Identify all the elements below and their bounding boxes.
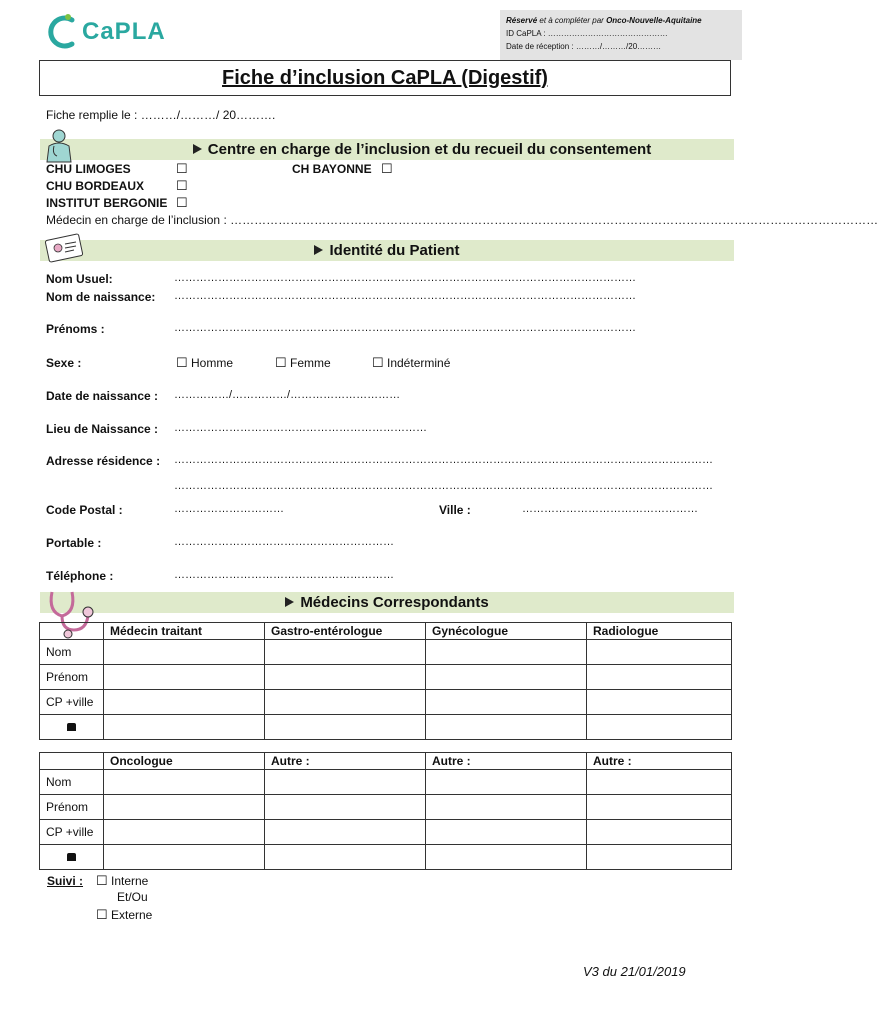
field-telephone[interactable]: …………………………………………………… [174,569,394,581]
identite-section-title: Identité du Patient [329,242,460,259]
checkbox-icon: ☐ [372,355,384,370]
table-cell[interactable] [426,770,587,795]
table-cell[interactable] [104,640,265,665]
page-title-box [39,60,731,96]
table-header-cell: Radiologue [587,623,732,640]
table-row [40,770,732,795]
sexe-indetermine[interactable]: ☐ Indéterminé [372,355,451,370]
table-header-row [40,623,732,640]
field-nom-usuel[interactable]: ……………………………………………………………………………………………………………… [174,272,636,284]
table-row [40,665,732,690]
table-header-cell: Gastro-entérologue [265,623,426,640]
table-cell[interactable] [587,795,732,820]
sexe-femme[interactable]: ☐ Femme [275,355,331,370]
arrow-icon [314,245,323,255]
medecins-table-2 [39,752,732,870]
table-cell[interactable] [587,690,732,715]
checkbox-chu-bordeaux[interactable]: ☐ [176,178,188,193]
table-row [40,795,732,820]
table-header-cell: Médecin traitant [104,623,265,640]
page-title: Fiche d’inclusion CaPLA (Digestif) [222,67,548,89]
table-cell[interactable] [587,820,732,845]
option-institut-bergonie: INSTITUT BERGONIE [46,196,168,210]
table-cell[interactable] [104,690,265,715]
table-cell[interactable] [426,665,587,690]
phone-icon-cell [40,715,104,740]
field-lieu-naissance[interactable]: …………………………………………………………… [174,422,427,434]
field-code-postal[interactable]: ………………………… [174,503,284,515]
table-cell[interactable] [426,690,587,715]
phone-icon [67,853,76,861]
arrow-icon [285,597,294,607]
table-cell[interactable] [587,770,732,795]
checkbox-icon: ☐ [176,355,188,370]
label-nom-naissance: Nom de naissance: [46,290,156,304]
table-cell[interactable] [104,820,265,845]
label-ville: Ville : [439,503,471,517]
option-chu-bordeaux: CHU BORDEAUX [46,179,145,193]
phone-icon-cell [40,845,104,870]
table-row [40,640,732,665]
field-date-naissance[interactable]: ……………/……………/………………………… [174,389,401,401]
table-cell[interactable] [104,845,265,870]
phone-icon [67,723,76,731]
arrow-icon [193,144,202,154]
row-label: CP +ville [40,690,104,715]
table-cell[interactable] [265,795,426,820]
table-header-cell: Autre : [265,753,426,770]
table-row [40,690,732,715]
label-sexe: Sexe : [46,356,82,370]
table-row [40,820,732,845]
reserved-id: ID CaPLA : ……………………………………… [506,29,668,38]
logo-text: CaPLA [82,18,166,45]
medecins-table-1 [39,622,732,740]
table-cell[interactable] [426,715,587,740]
reserved-box [500,10,742,60]
label-code-postal: Code Postal : [46,503,123,517]
table-row [40,845,732,870]
table-cell[interactable] [587,715,732,740]
checkbox-institut-bergonie[interactable]: ☐ [176,195,188,210]
table-cell[interactable] [265,715,426,740]
row-label: CP +ville [40,820,104,845]
table-cell[interactable] [104,665,265,690]
suivi-externe[interactable]: ☐ Externe [96,907,153,922]
row-label: Nom [40,770,104,795]
label-suivi: Suivi : [47,874,84,888]
table-header-cell: Autre : [587,753,732,770]
table-cell[interactable] [265,820,426,845]
medecins-section-title: Médecins Correspondants [300,594,489,611]
centre-section-band [40,139,734,160]
version-footer: V3 du 21/01/2019 [583,964,686,979]
table-cell[interactable] [104,795,265,820]
field-nom-naissance[interactable]: ……………………………………………………………………………………………………………… [174,290,636,302]
medecin-inclusion: Médecin en charge de l’inclusion : ……………………………………………………………………………………………………………………………………………… [46,213,878,227]
table-cell[interactable] [265,845,426,870]
field-ville[interactable]: ………………………………………… [522,503,698,515]
label-prenoms: Prénoms : [46,322,105,336]
table-header-cell: Autre : [426,753,587,770]
label-adresse: Adresse résidence : [46,454,161,468]
table-cell[interactable] [265,690,426,715]
table-cell[interactable] [587,845,732,870]
checkbox-chu-limoges[interactable]: ☐ [176,161,188,176]
table-header-cell [40,623,104,640]
row-label: Prénom [40,795,104,820]
checkbox-icon: ☐ [96,907,108,922]
table-cell[interactable] [265,665,426,690]
table-header-cell: Oncologue [104,753,265,770]
field-prenoms[interactable]: ……………………………………………………………………………………………………………… [174,322,636,334]
field-portable[interactable]: …………………………………………………… [174,536,394,548]
checkbox-icon: ☐ [96,873,108,888]
label-nom-usuel: Nom Usuel: [46,272,113,286]
suivi-etou: Et/Ou [117,890,148,904]
label-lieu-naissance: Lieu de Naissance : [46,422,159,436]
capla-logo [46,12,166,52]
filled-on-text: Fiche remplie le : ………/………/ 20………. [46,108,276,122]
suivi-interne[interactable]: ☐ Interne [96,873,149,888]
table-cell[interactable] [587,665,732,690]
table-cell[interactable] [104,770,265,795]
row-label: Nom [40,640,104,665]
table-cell[interactable] [104,715,265,740]
label-portable: Portable : [46,536,102,550]
label-date-naissance: Date de naissance : [46,389,159,403]
table-row [40,715,732,740]
table-cell[interactable] [265,770,426,795]
reserved-date: Date de réception : ………/………/20……… [506,42,662,51]
table-cell[interactable] [426,820,587,845]
row-label: Prénom [40,665,104,690]
table-cell[interactable] [426,640,587,665]
option-chu-limoges: CHU LIMOGES [46,162,131,176]
option-ch-bayonne: CH BAYONNE [292,162,372,176]
table-cell[interactable] [265,640,426,665]
label-telephone: Téléphone : [46,569,114,583]
table-cell[interactable] [426,795,587,820]
capla-logo-icon [46,12,80,52]
table-cell[interactable] [426,845,587,870]
reserved-line: Réservé et à compléter par Onco-Nouvelle-Aquitaine [506,16,702,25]
id-card-icon [44,232,86,264]
table-header-cell [40,753,104,770]
medecins-section-band [40,592,734,613]
field-adresse-2[interactable]: ………………………………………………………………………………………………………………………………… [174,480,713,492]
table-header-cell: Gynécologue [426,623,587,640]
identite-section-band [40,240,734,261]
table-cell[interactable] [587,640,732,665]
field-adresse-1[interactable]: ………………………………………………………………………………………………………………………………… [174,454,713,466]
checkbox-icon: ☐ [275,355,287,370]
doctor-icon [42,128,76,164]
centre-section-title: Centre en charge de l’inclusion et du recueil du consentement [207,141,652,158]
sexe-homme[interactable]: ☐ Homme [176,355,234,370]
checkbox-ch-bayonne[interactable]: ☐ [381,161,393,176]
table-header-row [40,753,732,770]
